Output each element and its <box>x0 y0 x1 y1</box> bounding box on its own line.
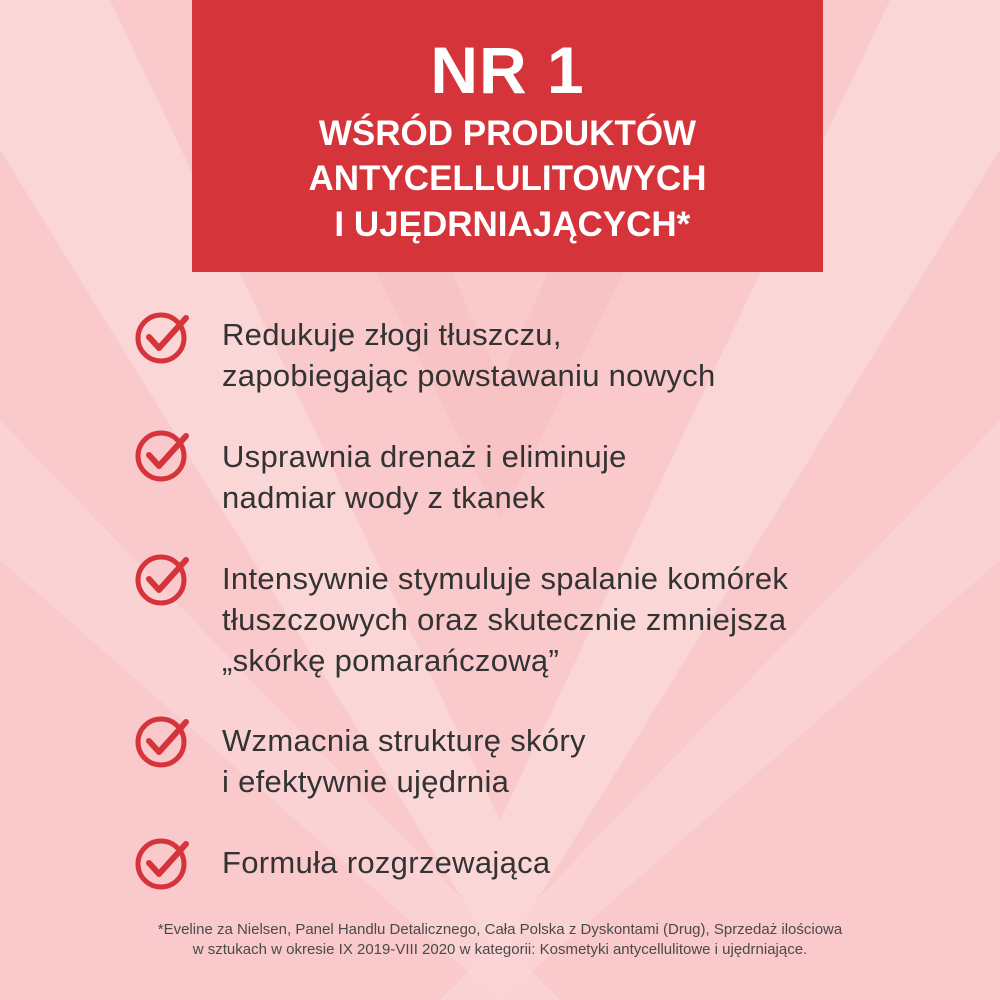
badge-title: NR 1 <box>430 33 585 107</box>
benefit-item-5 <box>222 842 962 883</box>
check-circle-icon <box>134 712 192 770</box>
benefit-item-4 <box>222 720 962 802</box>
footnote-line-2: w sztukach w okresie IX 2019-VIII 2020 w kategorii: Kosmetyki antycellulitowe i ujędrniające. <box>192 941 808 958</box>
benefit-2-line-2: nadmiar wody z tkanek <box>222 480 546 515</box>
benefit-4-line-2: i efektywnie ujędrnia <box>222 764 510 799</box>
check-circle-icon <box>134 550 192 608</box>
check-circle-icon <box>134 308 192 366</box>
header-banner <box>192 0 823 272</box>
benefit-2-line-1: Usprawnia drenaż i eliminuje <box>222 439 627 474</box>
benefit-3-line-1: Intensywnie stymuluje spalanie komórek <box>222 561 789 596</box>
check-circle-icon <box>134 426 192 484</box>
header-line-3: I UJĘDRNIAJĄCYCH* <box>324 205 691 244</box>
benefit-4-line-1: Wzmacnia strukturę skóry <box>222 723 586 758</box>
header-line-2: ANTYCELLULITOWYCH <box>308 159 707 198</box>
benefit-3-line-2: tłuszczowych oraz skutecznie zmniejsza <box>222 602 787 637</box>
benefit-1-line-2: zapobiegając powstawaniu nowych <box>222 358 716 393</box>
check-circle-icon <box>134 834 192 892</box>
benefit-item-2 <box>222 436 962 518</box>
benefit-1-line-1: Redukuje złogi tłuszczu, <box>222 317 562 352</box>
benefit-item-3 <box>222 558 962 681</box>
benefit-item-1 <box>222 314 962 396</box>
footnote-line-1: *Eveline za Nielsen, Panel Handlu Detalicznego, Cała Polska z Dyskontami (Drug), Sprzedaż ilościowa <box>157 921 843 938</box>
benefit-5-line-1: Formuła rozgrzewająca <box>222 845 551 880</box>
footnote <box>60 920 940 960</box>
benefit-3-line-3: „skórkę pomarańczową” <box>222 643 560 678</box>
header-line-1: WŚRÓD PRODUKTÓW <box>318 114 697 153</box>
